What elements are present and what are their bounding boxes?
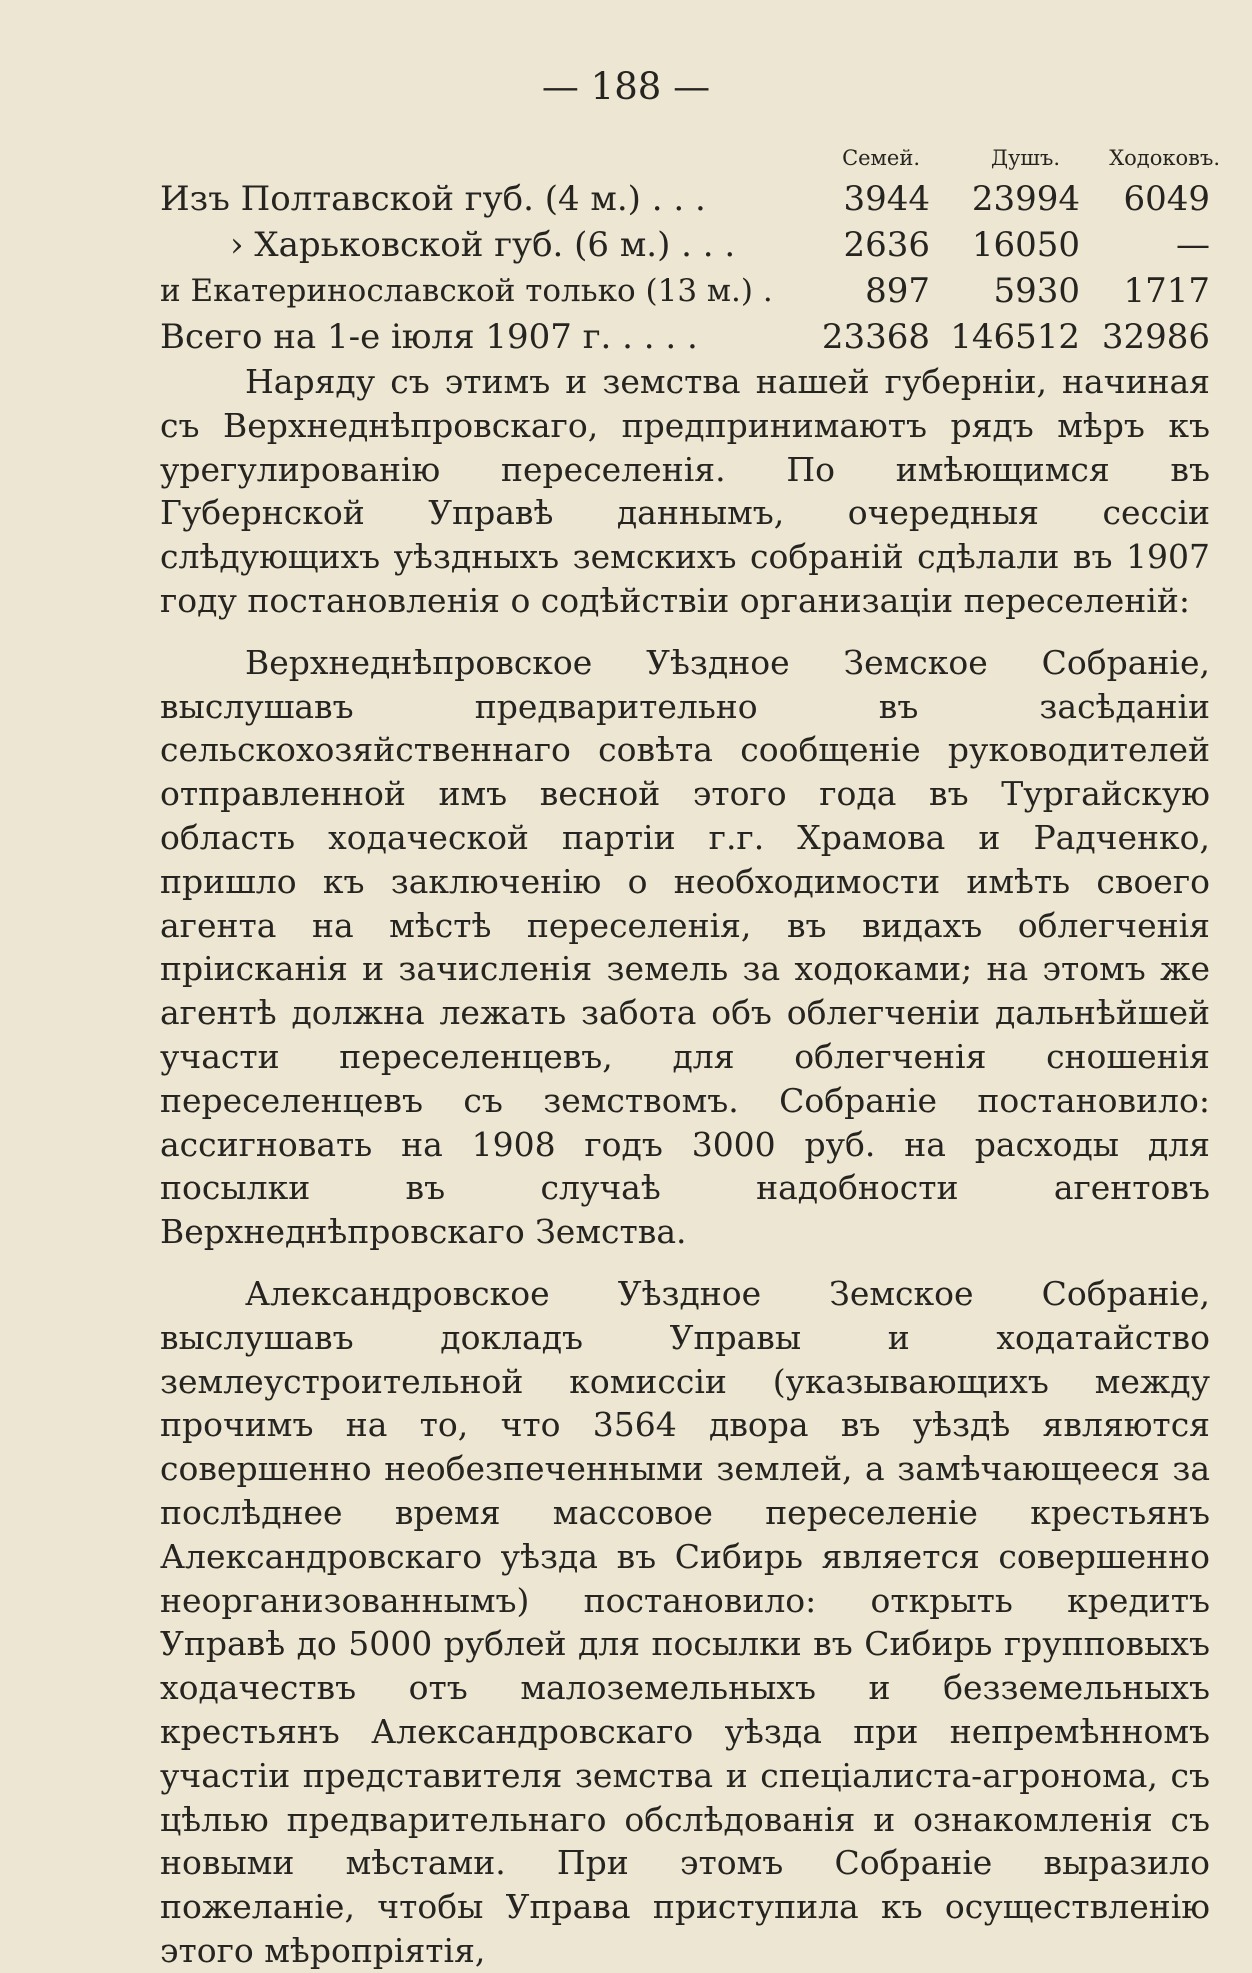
cell-souls: 146512 [950,317,1080,357]
paragraph: Верхнеднѣпровское Уѣздное Земское Собраніе, выслушавъ предварительно въ засѣданіи сельскохозяйственнаго совѣта сообщеніе руководителей отправленной имъ весной этого года въ Тургайскую область ходаческой партіи г.г. Храмова и Радченко, пришло къ заключенію о необходимости имѣть своего агента на мѣстѣ переселенія, въ видахъ облегченія пріисканія и зачисленія земель за ходоками; на этомъ же агентѣ должна лежать забота объ облегченіи дальнѣйшей участи переселенцевъ, для облегченія сношенія переселенцевъ съ земствомъ. Собраніе постановило: ассигновать на 1908 годъ 3000 руб. на расходы для посылки въ случаѣ надобности агентовъ Верхнеднѣпровскаго Земства. [160,642,1210,1252]
header-souls: Душъ. [991,146,1060,170]
row-label: › Харьковской губ. (6 м.) . . . [230,225,736,265]
table-row-total [160,314,1210,360]
cell-souls: 5930 [993,271,1080,311]
header-families: Семей. [842,146,920,170]
cell-walkers: 32986 [1101,317,1210,357]
cell-families: 897 [865,271,930,311]
body-text [160,360,1210,1973]
row-label: Изъ Полтавской губ. (4 м.) . . . [160,179,706,219]
cell-walkers: 6049 [1123,179,1210,219]
cell-families: 23368 [821,317,930,357]
cell-walkers: — [1176,225,1210,265]
table-header [160,138,1220,176]
cell-souls: 23994 [971,179,1080,219]
row-label: и Екатеринославской только (13 м.) . [160,273,773,309]
table-row-kharkov [160,222,1210,268]
table-row-poltava [160,176,1210,222]
row-label: Всего на 1-е іюля 1907 г. . . . . [160,317,698,357]
paragraph: Александровское Уѣздное Земское Собраніе, выслушавъ докладъ Управы и ходатайство землеустроительной комиссіи (указывающихъ между прочимъ на то, что 3564 двора въ уѣздѣ являются совершенно необезпеченными землей, а замѣчающееся за послѣднее время массовое переселеніе крестьянъ Александровскаго уѣзда въ Сибирь является совершенно неорганизованнымъ) постановило: открыть кредитъ Управѣ до 5000 рублей для посылки въ Сибирь групповыхъ ходачествъ отъ малоземельныхъ и безземельныхъ крестьянъ Александровскаго уѣзда при непремѣнномъ участіи представителя земства и спеціалиста-агронома, съ цѣлью предварительнаго обслѣдованія и ознакомленія съ новыми мѣстами. При этомъ Собраніе выразило пожеланіе, чтобы Управа приступила къ осуществленію этого мѣропріятія, [160,1273,1210,1970]
cell-families: 3944 [843,179,930,219]
cell-souls: 16050 [971,225,1080,265]
migration-table [160,138,1220,360]
table-row-ekaterinoslav [160,268,1210,314]
page-number: — 188 — [541,65,711,108]
cell-families: 2636 [843,225,930,265]
header-walkers: Ходоковъ. [1109,146,1220,170]
cell-walkers: 1717 [1123,271,1210,311]
paragraph: Наряду съ этимъ и земства нашей губерніи, начиная съ Верхнеднѣпровскаго, предпринимаютъ рядъ мѣръ къ урегулированію переселенія. По имѣющимся въ Губернской Управѣ даннымъ, очередныя сессіи слѣдующихъ уѣздныхъ земскихъ собраній сдѣлали въ 1907 году постановленія о содѣйствіи организаціи переселеній: [160,362,1210,620]
